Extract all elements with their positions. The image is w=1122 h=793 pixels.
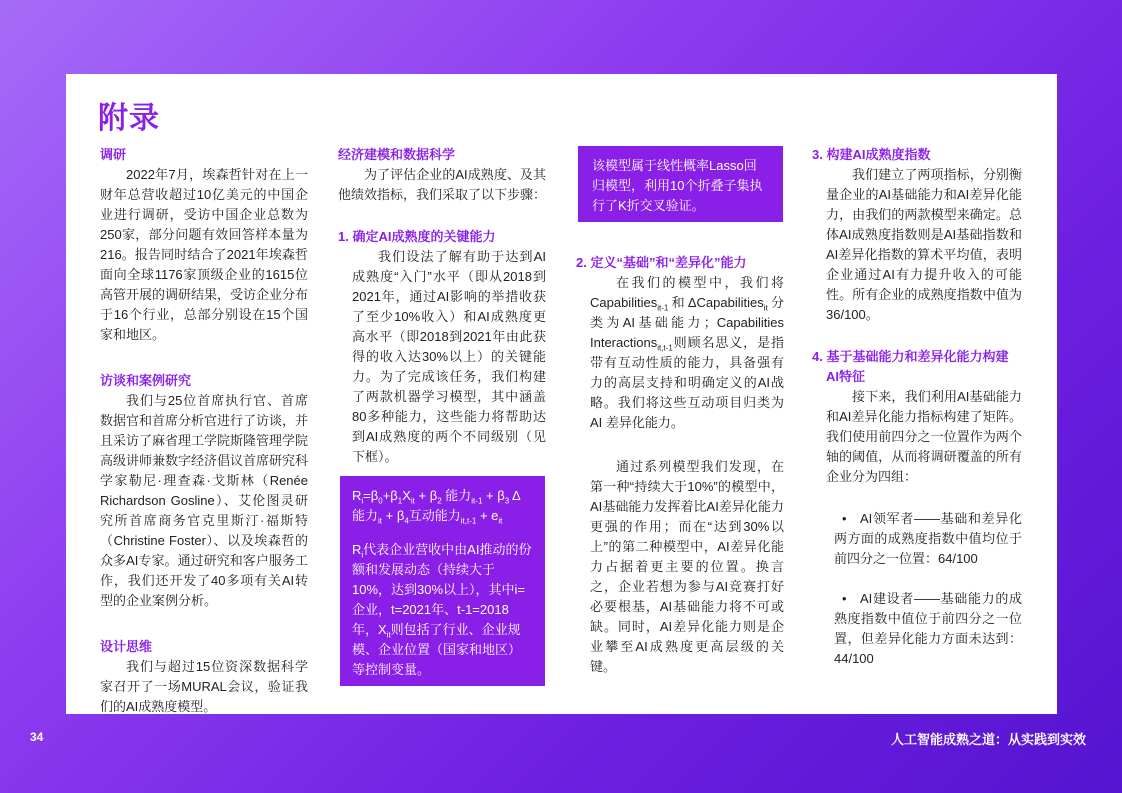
step4-heading bbox=[812, 347, 1022, 387]
column-3 bbox=[576, 253, 784, 677]
lasso-model-box bbox=[578, 146, 783, 222]
step4-heading-line2: AI特征 bbox=[826, 369, 866, 384]
column-1 bbox=[100, 145, 308, 717]
section-heading-design-thinking: 设计思维 bbox=[100, 639, 153, 654]
step3-paragraph: 我们建立了两项指标，分别衡量企业的AI基础能力和AI差异化能力，由我们的两款模型来确定。总体AI成熟度指数则是AI基础指数和AI差异化指数的算术平均值，表明企业通过AI有力提升收入的可能性。所有企业的成熟度指数中值为36/100。 bbox=[826, 167, 1022, 322]
lasso-model-text: 该模型属于线性概率Lasso回归模型，利用10个折叠子集执行了K折交叉验证。 bbox=[592, 158, 763, 213]
section-heading-interviews: 访谈和案例研究 bbox=[100, 373, 192, 388]
design-thinking-paragraph: 我们与超过15位资深数据科学家召开了一场MURAL会议，验证我们的AI成熟度模型。 bbox=[100, 659, 308, 714]
column-4 bbox=[812, 145, 1022, 669]
interviews-paragraph: 我们与25位首席执行官、首席数据官和首席分析官进行了访谈，并且采访了麻省理工学院斯隆管理学院高级讲师兼数字经济倡议首席研究科学家勒尼·理查森·戈斯林（Renée Richardson Gosline）、艾伦图灵研究所首席商务官克里斯汀·福斯特（Christine Foster）、以及埃森哲的众多AI专家。通过研究和客户服务工作，我们还开发了40多项有关AI转型的企业案例分析。 bbox=[100, 393, 309, 608]
step4-paragraph: 接下来，我们利用AI基础能力和AI差异化能力指标构建了矩阵。我们使用前四分之一位置作为两个轴的阈值，从而将调研覆盖的所有企业分为四组： bbox=[826, 389, 1022, 484]
bullet-ai-leaders: • AI领军者——基础和差异化两方面的成熟度指数中值均位于前四分之一位置：64/100 bbox=[812, 509, 1022, 569]
step4-heading-line1: 4. 基于基础能力和差异化能力构建 bbox=[812, 349, 1009, 364]
section-heading-survey: 调研 bbox=[100, 147, 127, 162]
step2-paragraph: 在我们的模型中，我们将Capabilities$_{it-1}$和ΔCapabilities$_{it}$分类为AI基础能力；Capabilities Interactions$_{it,t-1}$则顾名思义，是指带有互动性质的能力，具备强有力的高层支持和明确定义的AI战略。我们将这些互动项目归类为AI 差异化能力。 bbox=[590, 275, 784, 430]
regression-equation: $R_i=\beta_0+\beta_1X_{it} + \beta_2$ 能力$_{it-1} + \beta_3$ Δ 能力$_{it} + \beta_4$互动能力$_{it,t-1} + e_{it}$ bbox=[352, 488, 521, 526]
bullet-dot: • bbox=[842, 511, 847, 526]
step2-findings-paragraph: 通过系列模型我们发现，在第一种“持续大于10%”的模型中，AI基础能力发挥着比AI差异化能力更强的作用；而在“达到30%以上”的第二种模型中，AI差异化能力占据着更主要的位置。换言之，企业若想为参与AI竞赛打好必要根基，AI基础能力将不可或缺。同时，AI差异化能力则是企业攀至AI成熟度更高层级的关键。 bbox=[590, 459, 784, 674]
modeling-intro: 为了评估企业的AI成熟度、及其他绩效指标，我们采取了以下步骤： bbox=[338, 167, 547, 202]
equation-description: $R_i$代表企业营收中由AI推动的份额和发展动态（持续大于10%，达到30%以上），其中i=企业，t=2021年、t-1=2018年，$X_{it}$则包括了行业、企业规模、企业位置（国家和地区）等控制变量。 bbox=[352, 542, 532, 677]
section-heading-modeling: 经济建模和数据科学 bbox=[338, 147, 456, 162]
bullet-dot: • bbox=[842, 591, 847, 606]
survey-paragraph: 2022年7月，埃森哲针对在上一财年总营收超过10亿美元的中国企业进行调研，受访中国企业总数为250家，部分问题有效回答样本量为216。报告同时结合了2021年埃森哲面向全球1176家顶级企业的1615位高管开展的调研结果，受访企业分布于16个行业，总部分别设在15个国家和地区。 bbox=[100, 167, 309, 342]
column-2 bbox=[338, 145, 546, 467]
step3-heading: 3. 构建AI成熟度指数 bbox=[812, 147, 931, 162]
page-title: 附录 bbox=[98, 102, 160, 135]
footer-title: 人工智能成熟之道：从实践到实效 bbox=[890, 732, 1086, 747]
equation-box bbox=[340, 476, 545, 686]
step1-heading: 1. 确定AI成熟度的关键能力 bbox=[338, 229, 496, 244]
step2-heading: 2. 定义“基础”和“差异化”能力 bbox=[576, 255, 747, 270]
bullet-ai-builders: • AI建设者——基础能力的成熟度指数中值位于前四分之一位置，但差异化能力方面未达到：44/100 bbox=[812, 589, 1022, 669]
step1-paragraph: 我们设法了解有助于达到AI成熟度“入门”水平（即从2018到2021年，通过AI影响的举措收获了至少10%收入）和AI成熟度更高水平（即2018到2021年由此获得的收入达30%以上）的关键能力。为了完成该任务，我们构建了两款机器学习模型，其中涵盖80多种能力，这些能力将帮助达到AI成熟度的两个不同级别（见下框）。 bbox=[352, 249, 546, 464]
page-number: 34 bbox=[30, 730, 44, 744]
